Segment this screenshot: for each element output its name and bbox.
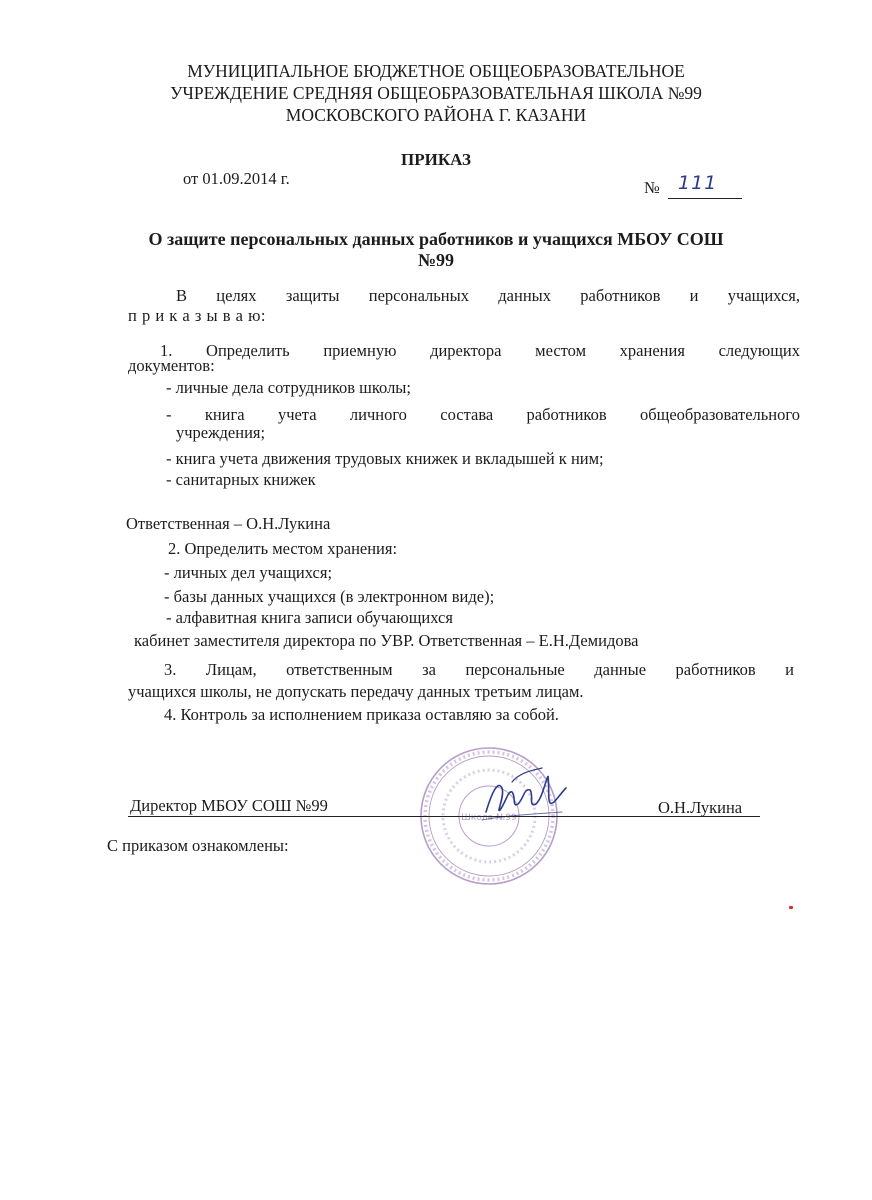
item1-line-2: документов: — [128, 356, 215, 375]
order-subject-line-2: №99 — [417, 250, 455, 270]
item3-line-1: 3. Лицам, ответственным за персональные данные работников и — [164, 660, 794, 679]
item3-line-2: учащихся школы, не допускать передачу данных третьим лицам. — [128, 682, 584, 701]
org-name-line-1: МУНИЦИПАЛЬНОЕ БЮДЖЕТНОЕ ОБЩЕОБРАЗОВАТЕЛЬНОЕ — [187, 61, 685, 81]
stamp-text: Школа №99 — [461, 813, 517, 823]
item2-bullet-2: - базы данных учащихся (в электронном виде); — [164, 587, 495, 606]
item1-bullet-1: - личные дела сотрудников школы; — [166, 378, 411, 397]
item2-place: кабинет заместителя директора по УВР. Ответственная – Е.Н.Демидова — [134, 631, 639, 650]
intro-line-1: В целях защиты персональных данных работников и учащихся, — [176, 286, 800, 305]
red-mark — [789, 906, 793, 909]
item2-bullet-3: - алфавитная книга записи обучающихся — [166, 608, 453, 627]
item1-line-1: 1. Определить приемную директора местом хранения следующих — [160, 341, 800, 360]
item1-bullet-2: - книга учета личного состава работников общеобразовательного — [166, 405, 800, 424]
order-number-field — [668, 174, 742, 199]
acquainted-label: С приказом ознакомлены: — [107, 836, 289, 855]
intro-line-2: п р и к а з ы в а ю: — [128, 306, 267, 325]
item4: 4. Контроль за исполнением приказа оставляю за собой. — [164, 705, 559, 724]
item1-bullet-4: - санитарных книжек — [166, 470, 316, 489]
org-name-line-2: УЧРЕЖДЕНИЕ СРЕДНЯЯ ОБЩЕОБРАЗОВАТЕЛЬНАЯ ШКОЛА №99 — [170, 83, 702, 103]
order-subject-line-1: О защите персональных данных работников и учащихся МБОУ СОШ — [148, 229, 724, 249]
order-number-value: 111 — [678, 172, 718, 194]
org-name-line-3: МОСКОВСКОГО РАЙОНА Г. КАЗАНИ — [285, 105, 587, 125]
item2: 2. Определить местом хранения: — [168, 539, 398, 558]
item2-bullet-1: - личных дел учащихся; — [164, 563, 333, 582]
item1-bullet-3: - книга учета движения трудовых книжек и вкладышей к ним; — [166, 449, 604, 468]
order-heading: ПРИКАЗ — [401, 150, 471, 169]
signature-name: О.Н.Лукина — [658, 798, 743, 817]
item1-bullet-2-cont: учреждения; — [176, 423, 266, 442]
signature-icon — [472, 762, 572, 832]
signature-position: Директор МБОУ СОШ №99 — [130, 796, 328, 815]
order-number-label: № — [644, 178, 660, 197]
responsible-1: Ответственная – О.Н.Лукина — [126, 514, 331, 533]
order-date: от 01.09.2014 г. — [183, 169, 290, 188]
signature-underline — [128, 816, 760, 817]
